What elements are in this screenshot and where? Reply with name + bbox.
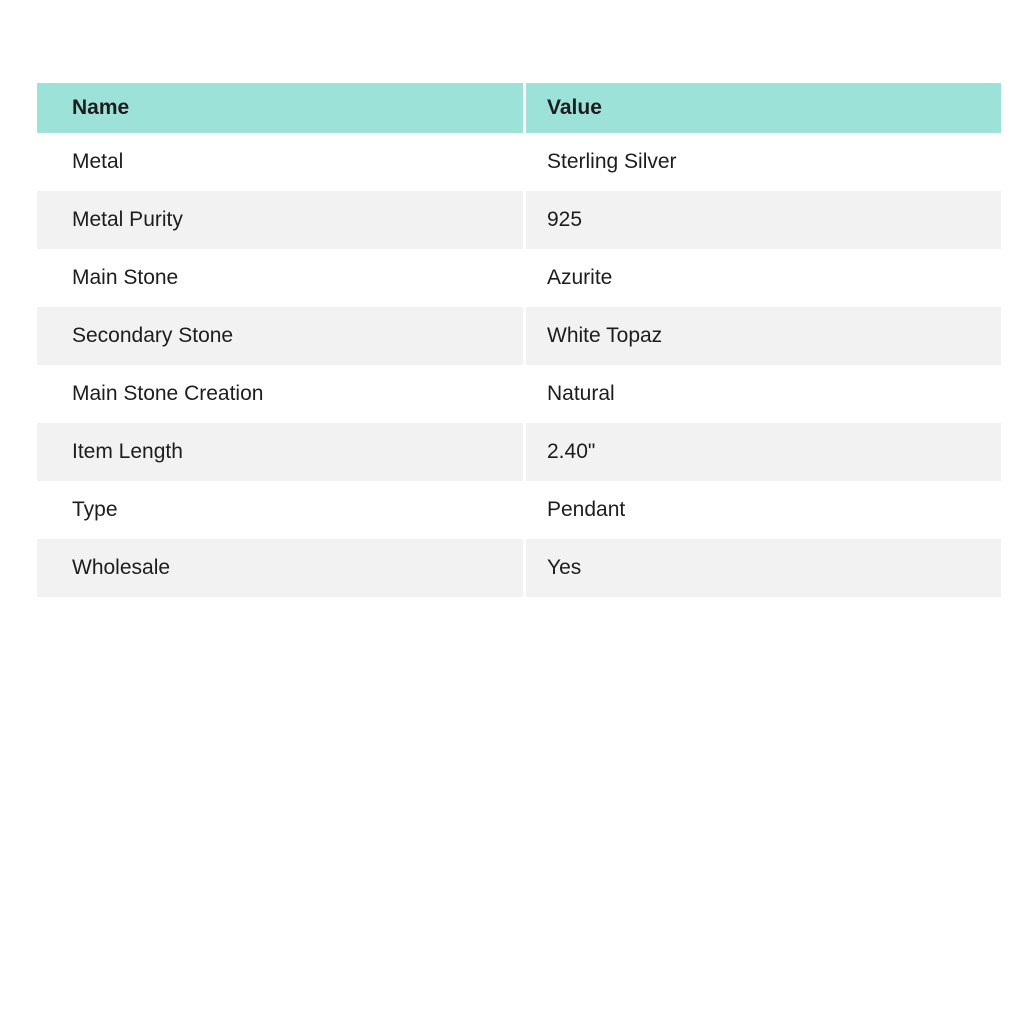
column-header-value: Value	[526, 83, 1001, 133]
table-header-row	[37, 83, 1001, 133]
attribute-name-cell: Wholesale	[37, 539, 523, 597]
table-row	[37, 249, 1001, 307]
table-body	[37, 133, 1001, 597]
table-row	[37, 307, 1001, 365]
attribute-name-cell: Metal Purity	[37, 191, 523, 249]
attributes-table	[37, 83, 1001, 597]
attribute-name-cell: Metal	[37, 133, 523, 191]
attribute-value-cell: Natural	[526, 365, 1001, 423]
attribute-value-cell: Azurite	[526, 249, 1001, 307]
attribute-value-cell: 2.40"	[526, 423, 1001, 481]
column-header-name: Name	[37, 83, 523, 133]
attribute-name-cell: Secondary Stone	[37, 307, 523, 365]
attribute-name-cell: Item Length	[37, 423, 523, 481]
table-row	[37, 539, 1001, 597]
attribute-value-cell: 925	[526, 191, 1001, 249]
attribute-name-cell: Main Stone	[37, 249, 523, 307]
table-row	[37, 423, 1001, 481]
attribute-value-cell: White Topaz	[526, 307, 1001, 365]
attribute-name-cell: Main Stone Creation	[37, 365, 523, 423]
table-row	[37, 191, 1001, 249]
attribute-value-cell: Sterling Silver	[526, 133, 1001, 191]
attribute-value-cell: Pendant	[526, 481, 1001, 539]
table-row	[37, 133, 1001, 191]
table-row	[37, 365, 1001, 423]
table-row	[37, 481, 1001, 539]
attribute-name-cell: Type	[37, 481, 523, 539]
attribute-value-cell: Yes	[526, 539, 1001, 597]
